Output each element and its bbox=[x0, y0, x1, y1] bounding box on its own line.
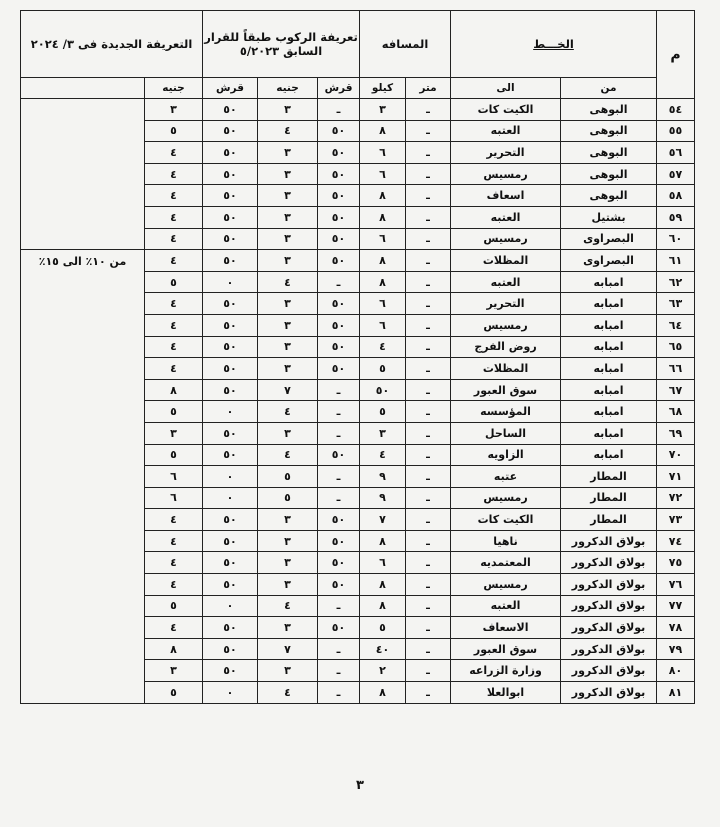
row-number: ٧٢ bbox=[657, 487, 695, 509]
distance-kilo: ٧ bbox=[360, 509, 406, 531]
new-fare-qirsh: ٥٠ bbox=[203, 163, 258, 185]
new-fare-qirsh: ٥٠ bbox=[203, 336, 258, 358]
new-fare-pound: ٤ bbox=[145, 142, 203, 164]
old-fare-pound: ٣ bbox=[258, 574, 318, 596]
row-number: ٧١ bbox=[657, 466, 695, 488]
distance-meter: ـ bbox=[406, 206, 451, 228]
old-fare-pound: ٣ bbox=[258, 660, 318, 682]
distance-meter: ـ bbox=[406, 487, 451, 509]
distance-meter: ـ bbox=[406, 660, 451, 682]
route-to: الساحل bbox=[451, 422, 561, 444]
route-label: الخـــط bbox=[533, 37, 574, 51]
new-fare-qirsh: ٥٠ bbox=[203, 314, 258, 336]
route-from: امبابه bbox=[561, 422, 657, 444]
distance-meter: ـ bbox=[406, 682, 451, 704]
old-fare-qirsh: ٥٠ bbox=[318, 206, 360, 228]
route-to: العتبه bbox=[451, 271, 561, 293]
distance-meter: ـ bbox=[406, 444, 451, 466]
avg-increase-value: من ١٠٪ الى ١٥٪ bbox=[21, 250, 145, 703]
old-fare-pound: ٣ bbox=[258, 206, 318, 228]
route-from: بشتيل bbox=[561, 206, 657, 228]
distance-meter: ـ bbox=[406, 358, 451, 380]
old-fare-qirsh: ٥٠ bbox=[318, 163, 360, 185]
old-fare-qirsh: ـ bbox=[318, 422, 360, 444]
route-from: البصراوى bbox=[561, 228, 657, 250]
new-fare-pound: ٥ bbox=[145, 444, 203, 466]
distance-meter: ـ bbox=[406, 617, 451, 639]
sub-header-meter: متر bbox=[406, 78, 451, 99]
row-number: ٥٧ bbox=[657, 163, 695, 185]
new-fare-pound: ٥ bbox=[145, 595, 203, 617]
distance-kilo: ٥ bbox=[360, 358, 406, 380]
distance-meter: ـ bbox=[406, 314, 451, 336]
old-fare-pound: ٣ bbox=[258, 422, 318, 444]
route-to: التحرير bbox=[451, 142, 561, 164]
new-fare-qirsh: ٥٠ bbox=[203, 228, 258, 250]
route-to: الزاويه bbox=[451, 444, 561, 466]
row-number: ٦٨ bbox=[657, 401, 695, 423]
new-fare-qirsh: ٥٠ bbox=[203, 638, 258, 660]
route-to: سوق العبور bbox=[451, 379, 561, 401]
new-fare-qirsh: ٠ bbox=[203, 595, 258, 617]
new-fare-qirsh: ٥٠ bbox=[203, 530, 258, 552]
route-to: الاسعاف bbox=[451, 617, 561, 639]
distance-kilo: ٩ bbox=[360, 466, 406, 488]
route-to: اسعاف bbox=[451, 185, 561, 207]
new-fare-pound: ٦ bbox=[145, 487, 203, 509]
old-fare-pound: ٣ bbox=[258, 228, 318, 250]
distance-kilo: ٦ bbox=[360, 552, 406, 574]
fare-table bbox=[20, 10, 695, 704]
distance-meter: ـ bbox=[406, 509, 451, 531]
distance-kilo: ٥ bbox=[360, 401, 406, 423]
old-fare-qirsh: ٥٠ bbox=[318, 293, 360, 315]
route-to: رمسيس bbox=[451, 228, 561, 250]
distance-kilo: ٨ bbox=[360, 530, 406, 552]
new-fare-qirsh: ٥٠ bbox=[203, 206, 258, 228]
route-to: المظلات bbox=[451, 250, 561, 272]
route-to: ابوالعلا bbox=[451, 682, 561, 704]
row-number: ٥٤ bbox=[657, 99, 695, 121]
old-fare-pound: ٤ bbox=[258, 271, 318, 293]
distance-meter: ـ bbox=[406, 120, 451, 142]
col-header-old-fare: تعريفة الركوب طبقاً للقرار السابق ٥/٢٠٢٣ bbox=[203, 11, 360, 78]
route-to: سوق العبور bbox=[451, 638, 561, 660]
row-number: ٨٠ bbox=[657, 660, 695, 682]
sub-header-new-qirsh: قرش bbox=[203, 78, 258, 99]
row-number: ٧٧ bbox=[657, 595, 695, 617]
old-fare-qirsh: ٥٠ bbox=[318, 336, 360, 358]
new-fare-pound: ٤ bbox=[145, 250, 203, 272]
route-to: رمسيس bbox=[451, 314, 561, 336]
table-row bbox=[21, 250, 695, 272]
distance-kilo: ٣ bbox=[360, 99, 406, 121]
new-fare-pound: ٥ bbox=[145, 401, 203, 423]
distance-kilo: ٦ bbox=[360, 142, 406, 164]
route-from: بولاق الدكرور bbox=[561, 530, 657, 552]
old-fare-qirsh: ٥٠ bbox=[318, 509, 360, 531]
new-fare-pound: ٥ bbox=[145, 682, 203, 704]
row-number: ٧٨ bbox=[657, 617, 695, 639]
distance-meter: ـ bbox=[406, 574, 451, 596]
row-number: ٦١ bbox=[657, 250, 695, 272]
distance-kilo: ٨ bbox=[360, 206, 406, 228]
old-fare-qirsh: ٥٠ bbox=[318, 358, 360, 380]
distance-kilo: ٦ bbox=[360, 163, 406, 185]
distance-kilo: ٥٠ bbox=[360, 379, 406, 401]
page-number: ٣ bbox=[356, 778, 364, 793]
route-to: وزارة الزراعه bbox=[451, 660, 561, 682]
old-fare-pound: ٣ bbox=[258, 185, 318, 207]
route-from: البوهى bbox=[561, 99, 657, 121]
old-fare-qirsh: ٥٠ bbox=[318, 552, 360, 574]
route-to: التحرير bbox=[451, 293, 561, 315]
route-from: امبابه bbox=[561, 336, 657, 358]
old-fare-pound: ٤ bbox=[258, 595, 318, 617]
row-number: ٧٩ bbox=[657, 638, 695, 660]
new-fare-qirsh: ٥٠ bbox=[203, 660, 258, 682]
route-from: بولاق الدكرور bbox=[561, 682, 657, 704]
new-fare-qirsh: ٥٠ bbox=[203, 509, 258, 531]
sub-header-old-pound: جنيه bbox=[258, 78, 318, 99]
new-fare-pound: ٣ bbox=[145, 99, 203, 121]
new-fare-pound: ٣ bbox=[145, 660, 203, 682]
avg-increase-blank bbox=[21, 99, 145, 250]
old-fare-qirsh: ـ bbox=[318, 99, 360, 121]
row-number: ٦٦ bbox=[657, 358, 695, 380]
route-to: رمسيس bbox=[451, 574, 561, 596]
distance-meter: ـ bbox=[406, 422, 451, 444]
new-fare-qirsh: ٥٠ bbox=[203, 552, 258, 574]
distance-meter: ـ bbox=[406, 271, 451, 293]
new-fare-pound: ٤ bbox=[145, 336, 203, 358]
route-from: بولاق الدكرور bbox=[561, 595, 657, 617]
new-fare-pound: ٣ bbox=[145, 422, 203, 444]
old-fare-pound: ٤ bbox=[258, 120, 318, 142]
sub-header-new-pound: جنيه bbox=[145, 78, 203, 99]
new-fare-qirsh: ٥٠ bbox=[203, 444, 258, 466]
old-fare-qirsh: ـ bbox=[318, 466, 360, 488]
old-fare-pound: ٣ bbox=[258, 250, 318, 272]
route-to: المؤسسه bbox=[451, 401, 561, 423]
old-fare-pound: ٣ bbox=[258, 617, 318, 639]
row-number: ٦٢ bbox=[657, 271, 695, 293]
route-to: العتبه bbox=[451, 120, 561, 142]
distance-meter: ـ bbox=[406, 99, 451, 121]
new-fare-pound: ٤ bbox=[145, 163, 203, 185]
distance-kilo: ٢ bbox=[360, 660, 406, 682]
new-fare-qirsh: ٠ bbox=[203, 682, 258, 704]
distance-kilo: ٨ bbox=[360, 574, 406, 596]
new-fare-qirsh: ٥٠ bbox=[203, 574, 258, 596]
new-fare-qirsh: ٠ bbox=[203, 271, 258, 293]
distance-kilo: ٦ bbox=[360, 228, 406, 250]
old-fare-qirsh: ٥٠ bbox=[318, 228, 360, 250]
route-from: المطار bbox=[561, 466, 657, 488]
new-fare-qirsh: ٥٠ bbox=[203, 185, 258, 207]
row-number: ٧٠ bbox=[657, 444, 695, 466]
row-number: ٦٥ bbox=[657, 336, 695, 358]
new-fare-qirsh: ٠ bbox=[203, 401, 258, 423]
old-fare-qirsh: ٥٠ bbox=[318, 185, 360, 207]
sub-header-old-qirsh: قرش bbox=[318, 78, 360, 99]
row-number: ٧٦ bbox=[657, 574, 695, 596]
old-fare-qirsh: ٥٠ bbox=[318, 250, 360, 272]
route-from: البوهى bbox=[561, 163, 657, 185]
new-fare-qirsh: ٠ bbox=[203, 487, 258, 509]
route-from: المطار bbox=[561, 509, 657, 531]
route-to: عتبه bbox=[451, 466, 561, 488]
new-fare-qirsh: ٥٠ bbox=[203, 142, 258, 164]
row-number: ٦٠ bbox=[657, 228, 695, 250]
route-from: بولاق الدكرور bbox=[561, 574, 657, 596]
distance-meter: ـ bbox=[406, 163, 451, 185]
distance-kilo: ٥ bbox=[360, 617, 406, 639]
new-fare-qirsh: ٥٠ bbox=[203, 120, 258, 142]
row-number: ٧٣ bbox=[657, 509, 695, 531]
route-to: العتبه bbox=[451, 595, 561, 617]
row-number: ٥٦ bbox=[657, 142, 695, 164]
row-number: ٦٧ bbox=[657, 379, 695, 401]
old-fare-qirsh: ٥٠ bbox=[318, 314, 360, 336]
sub-header-to: الى bbox=[451, 78, 561, 99]
distance-meter: ـ bbox=[406, 552, 451, 574]
new-fare-qirsh: ٥٠ bbox=[203, 293, 258, 315]
row-number: ٦٣ bbox=[657, 293, 695, 315]
new-fare-pound: ٤ bbox=[145, 314, 203, 336]
distance-kilo: ٩ bbox=[360, 487, 406, 509]
old-fare-pound: ٣ bbox=[258, 358, 318, 380]
new-fare-pound: ٤ bbox=[145, 617, 203, 639]
route-from: امبابه bbox=[561, 401, 657, 423]
route-from: البوهى bbox=[561, 142, 657, 164]
row-number: ٥٩ bbox=[657, 206, 695, 228]
new-fare-qirsh: ٥٠ bbox=[203, 379, 258, 401]
route-from: امبابه bbox=[561, 314, 657, 336]
route-from: البصراوى bbox=[561, 250, 657, 272]
row-number: ٦٩ bbox=[657, 422, 695, 444]
new-fare-qirsh: ٥٠ bbox=[203, 358, 258, 380]
old-fare-pound: ٥ bbox=[258, 487, 318, 509]
new-fare-pound: ٤ bbox=[145, 530, 203, 552]
distance-meter: ـ bbox=[406, 595, 451, 617]
row-number: ٨١ bbox=[657, 682, 695, 704]
old-fare-qirsh: ـ bbox=[318, 271, 360, 293]
distance-kilo: ٨ bbox=[360, 682, 406, 704]
col-header-route bbox=[451, 11, 657, 78]
route-to: روض الفرج bbox=[451, 336, 561, 358]
old-fare-pound: ٣ bbox=[258, 509, 318, 531]
distance-kilo: ٨ bbox=[360, 185, 406, 207]
distance-kilo: ٦ bbox=[360, 293, 406, 315]
distance-meter: ـ bbox=[406, 379, 451, 401]
distance-meter: ـ bbox=[406, 336, 451, 358]
distance-meter: ـ bbox=[406, 228, 451, 250]
route-from: البوهى bbox=[561, 185, 657, 207]
old-fare-qirsh: ـ bbox=[318, 401, 360, 423]
distance-kilo: ٨ bbox=[360, 120, 406, 142]
new-fare-qirsh: ٥٠ bbox=[203, 617, 258, 639]
distance-meter: ـ bbox=[406, 293, 451, 315]
route-from: امبابه bbox=[561, 271, 657, 293]
route-to: الكيت كات bbox=[451, 509, 561, 531]
route-to: ناهيا bbox=[451, 530, 561, 552]
old-fare-qirsh: ـ bbox=[318, 487, 360, 509]
new-fare-pound: ٤ bbox=[145, 552, 203, 574]
old-fare-qirsh: ـ bbox=[318, 638, 360, 660]
old-fare-qirsh: ـ bbox=[318, 660, 360, 682]
route-from: بولاق الدكرور bbox=[561, 638, 657, 660]
old-fare-qirsh: ٥٠ bbox=[318, 142, 360, 164]
new-fare-qirsh: ٠ bbox=[203, 466, 258, 488]
old-fare-pound: ٤ bbox=[258, 401, 318, 423]
route-from: البوهى bbox=[561, 120, 657, 142]
distance-meter: ـ bbox=[406, 466, 451, 488]
distance-meter: ـ bbox=[406, 250, 451, 272]
distance-kilo: ٨ bbox=[360, 271, 406, 293]
old-fare-pound: ٥ bbox=[258, 466, 318, 488]
route-to: رمسيس bbox=[451, 163, 561, 185]
distance-kilo: ٤٠ bbox=[360, 638, 406, 660]
col-header-new-fare: التعريفة الجديدة فى ٣/ ٢٠٢٤ bbox=[21, 11, 203, 78]
col-header-distance: المسافه bbox=[360, 11, 451, 78]
table-row bbox=[21, 99, 695, 121]
old-fare-pound: ٧ bbox=[258, 379, 318, 401]
new-fare-pound: ٨ bbox=[145, 379, 203, 401]
old-fare-pound: ٣ bbox=[258, 99, 318, 121]
old-fare-qirsh: ٥٠ bbox=[318, 530, 360, 552]
new-fare-pound: ٤ bbox=[145, 185, 203, 207]
new-fare-qirsh: ٥٠ bbox=[203, 422, 258, 444]
old-fare-pound: ٧ bbox=[258, 638, 318, 660]
sub-header-kilo: كيلو bbox=[360, 78, 406, 99]
new-fare-pound: ٤ bbox=[145, 228, 203, 250]
old-fare-pound: ٣ bbox=[258, 530, 318, 552]
route-to: العتبه bbox=[451, 206, 561, 228]
old-fare-qirsh: ٥٠ bbox=[318, 574, 360, 596]
route-from: امبابه bbox=[561, 293, 657, 315]
distance-meter: ـ bbox=[406, 185, 451, 207]
row-number: ٧٤ bbox=[657, 530, 695, 552]
old-fare-qirsh: ـ bbox=[318, 595, 360, 617]
distance-meter: ـ bbox=[406, 638, 451, 660]
sub-header-from: من bbox=[561, 78, 657, 99]
route-from: امبابه bbox=[561, 379, 657, 401]
distance-meter: ـ bbox=[406, 530, 451, 552]
distance-meter: ـ bbox=[406, 401, 451, 423]
row-number: ٥٥ bbox=[657, 120, 695, 142]
new-fare-qirsh: ٥٠ bbox=[203, 250, 258, 272]
distance-kilo: ٤ bbox=[360, 336, 406, 358]
old-fare-qirsh: ٥٠ bbox=[318, 617, 360, 639]
new-fare-pound: ٥ bbox=[145, 271, 203, 293]
new-fare-pound: ٥ bbox=[145, 120, 203, 142]
new-fare-pound: ٤ bbox=[145, 574, 203, 596]
old-fare-pound: ٣ bbox=[258, 142, 318, 164]
new-fare-pound: ٤ bbox=[145, 509, 203, 531]
row-number: ٧٥ bbox=[657, 552, 695, 574]
route-to: المظلات bbox=[451, 358, 561, 380]
old-fare-qirsh: ـ bbox=[318, 379, 360, 401]
new-fare-pound: ٤ bbox=[145, 206, 203, 228]
route-from: بولاق الدكرور bbox=[561, 552, 657, 574]
old-fare-qirsh: ٥٠ bbox=[318, 444, 360, 466]
route-from: امبابه bbox=[561, 358, 657, 380]
route-to: رمسيس bbox=[451, 487, 561, 509]
distance-kilo: ٣ bbox=[360, 422, 406, 444]
route-from: امبابه bbox=[561, 444, 657, 466]
distance-kilo: ٤ bbox=[360, 444, 406, 466]
old-fare-pound: ٤ bbox=[258, 444, 318, 466]
old-fare-pound: ٣ bbox=[258, 163, 318, 185]
route-from: المطار bbox=[561, 487, 657, 509]
new-fare-pound: ٤ bbox=[145, 293, 203, 315]
row-number: ٦٤ bbox=[657, 314, 695, 336]
old-fare-qirsh: ـ bbox=[318, 682, 360, 704]
route-to: الكيت كات bbox=[451, 99, 561, 121]
new-fare-qirsh: ٥٠ bbox=[203, 99, 258, 121]
route-to: المعتمديه bbox=[451, 552, 561, 574]
distance-kilo: ٨ bbox=[360, 250, 406, 272]
new-fare-pound: ٦ bbox=[145, 466, 203, 488]
new-fare-pound: ٤ bbox=[145, 358, 203, 380]
new-fare-pound: ٨ bbox=[145, 638, 203, 660]
old-fare-pound: ٣ bbox=[258, 552, 318, 574]
old-fare-pound: ٣ bbox=[258, 336, 318, 358]
distance-meter: ـ bbox=[406, 142, 451, 164]
route-from: بولاق الدكرور bbox=[561, 617, 657, 639]
col-header-no: م bbox=[657, 11, 695, 99]
distance-kilo: ٦ bbox=[360, 314, 406, 336]
route-from: بولاق الدكرور bbox=[561, 660, 657, 682]
distance-kilo: ٨ bbox=[360, 595, 406, 617]
old-fare-pound: ٣ bbox=[258, 293, 318, 315]
old-fare-qirsh: ٥٠ bbox=[318, 120, 360, 142]
fare-table-body bbox=[21, 99, 695, 704]
old-fare-pound: ٤ bbox=[258, 682, 318, 704]
old-fare-pound: ٣ bbox=[258, 314, 318, 336]
row-number: ٥٨ bbox=[657, 185, 695, 207]
